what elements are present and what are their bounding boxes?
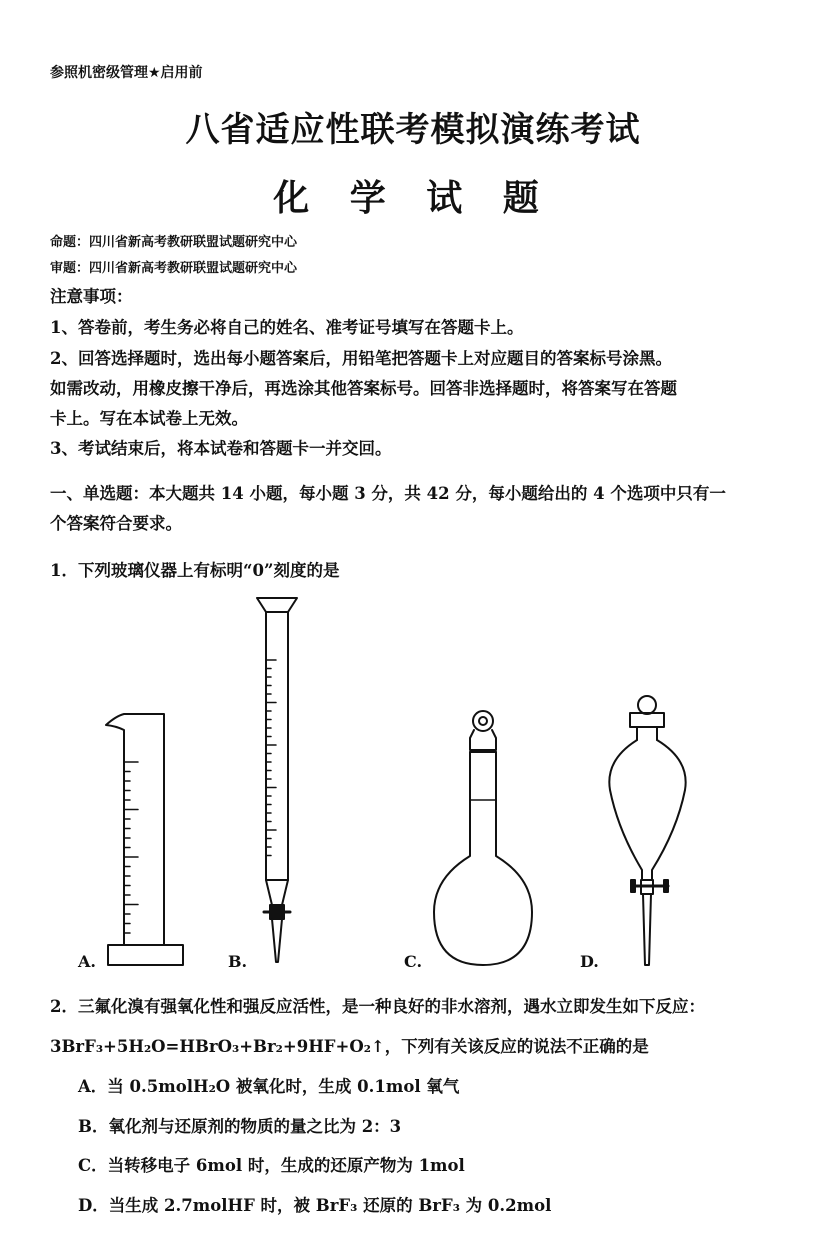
notice-item-2-line-2: 如需改动，用橡皮擦干净后，再选涂其他答案标号。回答非选择题时，将答案写在答题: [50, 379, 677, 398]
author-line: 命题：四川省新高考教研联盟试题研究中心: [50, 235, 298, 250]
graduated-cylinder-icon: [106, 714, 183, 965]
notice-heading: 注意事项：: [50, 287, 133, 306]
burette-icon: [257, 598, 297, 962]
question-2-option-d: D．当生成 2.7molHF 时，被 BrF₃ 还原的 BrF₃ 为 0.2mol: [78, 1196, 552, 1215]
section-heading-line-2: 个答案符合要求。: [50, 514, 182, 533]
question-2-option-b: B．氧化剂与还原剂的物质的量之比为 2：3: [78, 1117, 402, 1136]
notice-item-1: 1、答卷前，考生务必将自己的姓名、准考证号填写在答题卡上。: [50, 318, 524, 337]
reviewer-line: 审题：四川省新高考教研联盟试题研究中心: [50, 261, 298, 276]
question-2-option-c: C．当转移电子 6mol 时，生成的还原产物为 1mol: [78, 1156, 465, 1175]
option-label-b: B.: [228, 952, 248, 971]
secret-mark: 参照机密级管理★启用前: [50, 65, 203, 81]
notice-item-3: 3、考试结束后，将本试卷和答题卡一并交回。: [50, 439, 392, 458]
question-2-stem-line-1: 2．三氟化溴有强氧化性和强反应活性，是一种良好的非水溶剂，遇水立即发生如下反应：: [50, 997, 705, 1016]
notice-item-2-line-3: 卡上。写在本试卷上无效。: [50, 409, 248, 428]
question-1-stem: 1．下列玻璃仪器上有标明“0”刻度的是: [50, 561, 340, 580]
notice-item-2-line-1: 2、回答选择题时，选出每小题答案后，用铅笔把答题卡上对应题目的答案标号涂黑。: [50, 349, 672, 368]
separatory-funnel-icon: [609, 696, 685, 965]
volumetric-flask-icon: [434, 711, 532, 965]
question-2-stem-line-2: 3BrF₃+5H₂O=HBrO₃+Br₂+9HF+O₂↑，下列有关该反应的说法不正确的是: [50, 1037, 649, 1056]
exam-title: 八省适应性联考模拟演练考试: [185, 110, 641, 150]
section-heading-line-1: 一、单选题：本大题共 14 小题，每小题 3 分，共 42 分，每小题给出的 4 个选项中只有一: [50, 484, 726, 503]
option-label-c: C.: [404, 952, 423, 971]
question-2-option-a: A．当 0.5molH₂O 被氧化时，生成 0.1mol 氧气: [78, 1077, 460, 1096]
option-label-d: D.: [580, 952, 599, 971]
option-label-a: A.: [78, 952, 96, 971]
exam-subtitle: 化 学 试 题: [273, 177, 553, 219]
